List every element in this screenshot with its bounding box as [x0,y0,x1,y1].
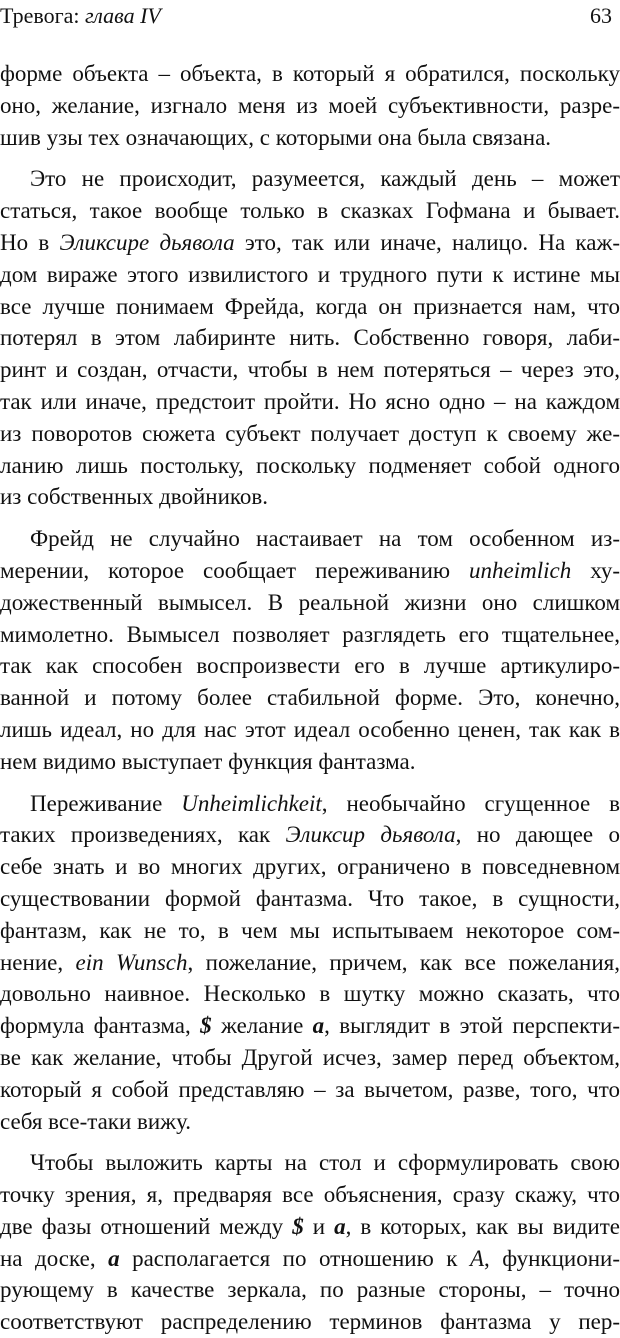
text-line [0,1010,620,1042]
text-segment: Фрейд не случайно настаивает на том особенном из- [30,526,620,552]
text-segment: нем видимо выступает функция фантазма. [0,748,416,774]
text-segment: Чтобы выложить карты на стол и сформулировать свою [30,1150,620,1176]
text-line [0,259,620,291]
text-segment: формула фантазма, [0,1013,201,1039]
text-segment: , необычайно сгущенное в [321,790,620,816]
text-line [0,1179,620,1211]
text-line [0,1243,620,1275]
math-symbol: $ [292,1213,304,1239]
text-line [0,58,620,90]
text-line [0,1147,620,1179]
text-segment: располагается по отношению к [119,1245,470,1271]
text-segment: ванной и потому более стабильной форме. Это, конечно, [0,685,620,711]
text-segment: таких произведениях, как [0,822,286,848]
text-segment: точку зрения, я, предваряя все объяснения, сразу скажу, что [0,1182,620,1208]
text-segment: довольно наивное. Несколько в шутку можно сказать, что [0,981,620,1007]
text-line [0,523,620,555]
text-segment: так или иначе, предстоит пройти. Но ясно одно – на каждом [0,388,620,414]
text-segment: из поворотов сюжета субъект получает доступ к своему же- [0,420,620,446]
text-line [0,1042,620,1074]
text-line [0,227,620,259]
text-line [0,1106,620,1138]
text-line [0,851,620,883]
text-segment: мимолетно. Вымысел позволяет разглядеть его тщательнее, [0,621,620,647]
italic-term: Эликсир дьявола [285,822,456,848]
text-line [0,978,620,1010]
text-segment: так как способен воспроизвести его в лучше артикулиро- [0,653,620,679]
text-line [0,1274,620,1306]
math-symbol: a [312,1013,325,1039]
text-segment: нение, [0,949,76,975]
text-segment: форме объекта – объекта, в который я обратился, поскольку [0,61,620,86]
text-segment: Это не происходит, разумеется, каждый день – может [30,166,620,192]
text-segment: дожественный вымысел. В реальной жизни оно слишком [0,589,620,615]
text-segment: статься, такое вообще только в сказках Гофмана и бывает. [0,198,620,224]
text-segment: существовании формой фантазма. Что такое, в сущности, [0,885,620,911]
running-head-roman: Тревога: [0,3,86,28]
text-line [0,682,620,714]
running-header [0,0,620,40]
text-line [0,947,620,979]
math-symbol: a [108,1245,120,1271]
text-line [0,163,620,195]
text-segment: оно, желание, изгнало меня из моей субъективности, разре- [0,92,620,118]
italic-term: ein Wunsch [75,949,188,975]
text-line [0,481,620,513]
text-line [0,650,620,682]
text-line [0,746,620,778]
text-segment: который я собой представляю – за вычетом, разве, того, что [0,1076,620,1102]
text-line [0,386,620,418]
body-text [0,58,620,1338]
text-line [0,915,620,947]
running-head-title [0,2,161,30]
text-line [0,883,620,915]
italic-term: A [469,1245,485,1271]
text-segment: себя все-таки вижу. [0,1108,192,1134]
text-segment: рующему в качестве зеркала, по разные стороны, – точно [0,1277,620,1303]
text-segment: лишь идеал, но для нас этот идеал особенно ценен, так как в [0,716,620,742]
text-line [0,1074,620,1106]
running-head-italic: глава IV [85,3,161,28]
text-segment: мерении, которое сообщает переживанию [0,557,470,583]
math-symbol: a [334,1213,346,1239]
text-segment: , выглядит в этой перспекти- [324,1013,620,1039]
math-symbol: $ [200,1013,212,1039]
page-number: 63 [590,3,612,28]
text-line [0,195,620,227]
italic-term: Unheimlichkeit [181,790,322,816]
text-segment: на доске, [0,1245,109,1271]
text-segment: , в которых, как вы видите [345,1213,620,1239]
text-segment: себе знать и во многих других, ограничено в повседневном [0,854,620,880]
text-segment: Но в [0,229,60,255]
text-line [0,788,620,820]
text-segment: , но дающее о [455,822,620,848]
text-segment: две фазы отношений между [0,1213,293,1239]
text-segment: ве как желание, чтобы Другой исчез, замер перед объектом, [0,1044,620,1070]
text-segment: и [303,1213,335,1239]
text-line [0,90,620,122]
text-segment: дом вираже этого извилистого и трудного пути к истине мы [0,261,620,287]
text-line [0,587,620,619]
text-segment: желание [211,1013,313,1039]
text-segment: фантазм, как не то, в чем мы испытываем некоторое сом- [0,917,620,943]
text-segment: ринт и создан, отчасти, чтобы в нем потеряться – через это, [0,357,620,383]
text-segment: из собственных двойников. [0,484,269,510]
text-line [0,450,620,482]
text-segment: соответствуют распределению терминов фантазма у пер- [0,1309,620,1335]
text-segment: ху- [571,557,620,583]
text-line [0,819,620,851]
text-segment: шив узы тех означающих, с которыми она была связана. [0,124,552,150]
text-segment: Переживание [30,790,182,816]
text-line [0,714,620,746]
text-line [0,619,620,651]
text-segment: это, так или иначе, налицо. На каж- [234,229,620,255]
text-segment: потерял в этом лабиринте нить. Собственно говоря, лаби- [0,325,620,351]
text-line [0,291,620,323]
text-line [0,418,620,450]
text-line [0,555,620,587]
text-segment: , функциони- [484,1245,620,1271]
text-line [0,122,620,154]
italic-term: Эликсире дьявола [59,229,235,255]
text-segment: ланию лишь постольку, поскольку подменяет собой одного [0,452,620,478]
text-segment: все лучше понимаем Фрейда, когда он признается нам, что [0,293,620,319]
text-line [0,322,620,354]
text-line [0,1211,620,1243]
italic-term: unheimlich [469,557,572,583]
text-line [0,354,620,386]
text-segment: , пожелание, причем, как все пожелания, [187,949,620,975]
text-line [0,1306,620,1338]
